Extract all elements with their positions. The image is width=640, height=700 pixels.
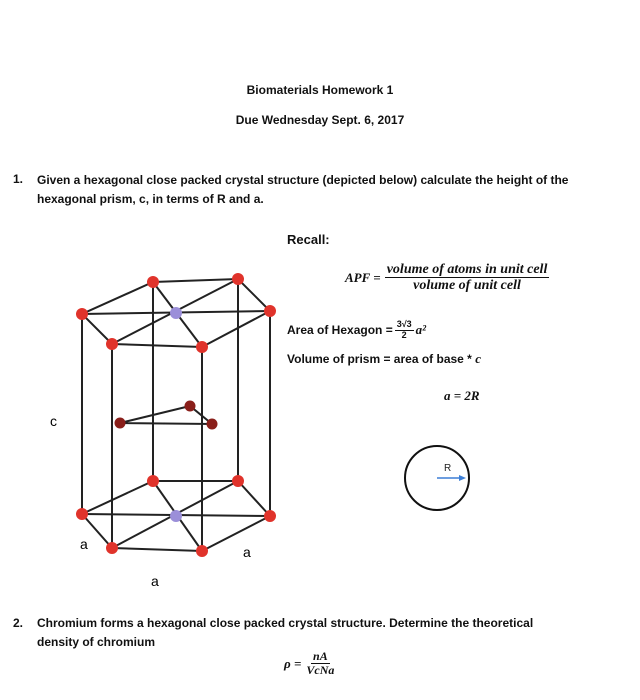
c-label: c — [50, 413, 57, 429]
a-relation: a = 2R — [444, 388, 480, 403]
rho-fraction — [304, 650, 336, 677]
atom-radius-diagram — [400, 440, 480, 520]
hex-area-formula — [287, 320, 426, 341]
q2-number: 2. — [13, 616, 24, 630]
rho-numerator: nA — [313, 649, 328, 663]
hex-area-denominator: 2 — [401, 329, 407, 340]
hex-area-fraction — [395, 320, 414, 341]
recall-heading: Recall: — [287, 232, 330, 247]
prism-volume-label: Volume of prism = area of base * — [287, 352, 472, 366]
apf-fraction — [385, 262, 550, 294]
hex-area-var: a² — [415, 322, 427, 338]
homework-title: Biomaterials Homework 1 — [246, 83, 394, 97]
apf-numerator: volume of atoms in unit cell — [386, 262, 548, 277]
middle-triangle — [120, 406, 212, 424]
due-date: Due Wednesday Sept. 6, 2017 — [235, 113, 405, 127]
q2-text: Chromium forms a hexagonal close packed crystal structure. Determine the theoretical density of chromium — [37, 616, 534, 649]
a-label-right: a — [243, 544, 251, 560]
rho-denominator: VcNa — [306, 663, 335, 678]
q1-number: 1. — [13, 172, 24, 186]
prism-volume-var: c — [475, 351, 481, 366]
hcp-crystal-diagram — [0, 240, 300, 600]
density-formula — [284, 650, 336, 677]
radius-label: R — [444, 463, 452, 474]
apf-denominator: volume of unit cell — [413, 278, 521, 294]
hex-area-label: Area of Hexagon = — [287, 323, 393, 338]
q1-text: Given a hexagonal close packed crystal structure (depicted below) calculate the height of the hexagonal prism, c, in terms of R and a. — [37, 173, 569, 206]
a-label-bottom: a — [151, 573, 159, 589]
radius-arrow-head — [459, 475, 466, 481]
apf-label: APF = — [345, 269, 381, 285]
hex-area-numerator: 3√3 — [396, 319, 412, 329]
apf-formula — [345, 262, 549, 294]
rho-label: ρ = — [284, 655, 302, 671]
a-label-left: a — [80, 536, 88, 552]
prism-volume-formula — [287, 351, 481, 367]
